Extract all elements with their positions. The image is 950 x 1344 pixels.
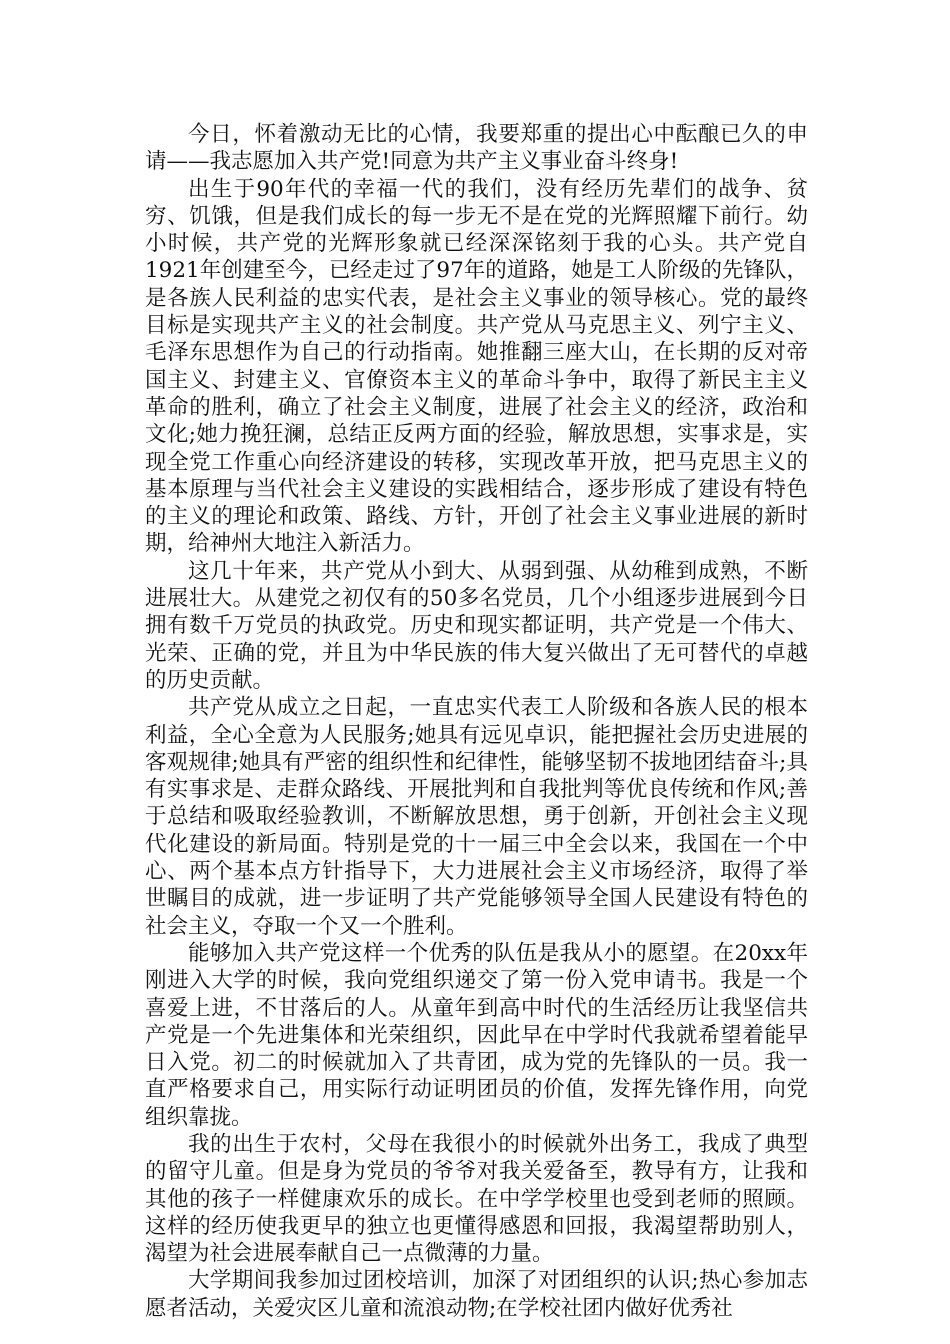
paragraph-party-growth: 这几十年来，共产党从小到大、从弱到强、从幼稚到成熟，不断进展壮大。从建党之初仅有的50多名党员，几个小组逐步进展到今日拥有数千万党员的执政党。历史和现实都证明，共产党是一个伟大、光荣、正确的党，并且为中华民族的伟大复兴做出了无可替代的卓越的历史贡献。 [145,558,808,693]
document-body [145,121,808,1322]
paragraph-university-activities: 大学期间我参加过团校培训，加深了对团组织的认识;热心参加志愿者活动，关爱灾区儿童和流浪动物;在学校社团内做好优秀社 [145,1268,808,1321]
paragraph-upbringing: 我的出生于农村，父母在我很小的时候就外出务工，我成了典型的留守儿童。但是身为党员的爷爷对我关爱备至，教导有方，让我和其他的孩子一样健康欢乐的成长。在中学学校里也受到老师的照顾。这样的经历使我更早的独立也更懂得感恩和回报，我渴望帮助别人，渴望为社会进展奉献自己一点微薄的力量。 [145,1131,808,1267]
paragraph-party-qualities: 共产党从成立之日起，一直忠实代表工人阶级和各族人民的根本利益，全心全意为人民服务;她具有远见卓识，能把握社会历史进展的客观规律;她具有严密的组织性和纪律性，能够坚韧不拔地团结奋斗;具有实事求是、走群众路线、开展批判和自我批判等优良传统和作风;善于总结和吸取经验教训，不断解放思想，勇于创新，开创社会主义现代化建设的新局面。特别是党的十一届三中全会以来，我国在一个中心、两个基本点方针指导下，大力进展社会主义市场经济，取得了举世瞩目的成就，进一步证明了共产党能够领导全国人民建设有特色的社会主义，夺取一个又一个胜利。 [145,695,808,939]
paragraph-application-statement: 今日，怀着激动无比的心情，我要郑重的提出心中酝酿已久的申请——我志愿加入共产党!同意为共产主义事业奋斗终身! [145,122,808,175]
paragraph-party-history: 出生于90年代的幸福一代的我们，没有经历先辈们的战争、贫穷、饥饿，但是我们成长的每一步无不是在党的光辉照耀下前行。幼小时候，共产党的光辉形象就已经深深铭刻于我的心头。共产党自1921年创建至今，已经走过了97年的道路，她是工人阶级的先锋队，是各族人民利益的忠实代表，是社会主义事业的领导核心。党的最终目标是实现共产主义的社会制度。共产党从马克思主义、列宁主义、毛泽东思想作为自己的行动指南。她推翻三座大山，在长期的反对帝国主义、封建主义、官僚资本主义的革命斗争中，取得了新民主主义革命的胜利，确立了社会主义制度，进展了社会主义的经济，政治和文化;她力挽狂澜，总结正反两方面的经验，解放思想，实事求是，实现全党工作重心向经济建设的转移，实现改革开放，把马克思主义的基本原理与当代社会主义建设的实践相结合，逐步形成了建设有特色的主义的理论和政策、路线、方针，开创了社会主义事业进展的新时期，给神州大地注入新活力。 [145,176,808,557]
paragraph-personal-aspiration: 能够加入共产党这样一个优秀的队伍是我从小的愿望。在20xx年刚进入大学的时候，我向党组织递交了第一份入党申请书。我是一个喜爱上进，不甘落后的人。从童年到高中时代的生活经历让我坚信共产党是一个先进集体和光荣组织，因此早在中学时代我就希望着能早日入党。初二的时候就加入了共青团，成为党的先锋队的一员。我一直严格要求自己，用实际行动证明团员的价值，发挥先锋作用，向党组织靠拢。 [145,940,808,1130]
